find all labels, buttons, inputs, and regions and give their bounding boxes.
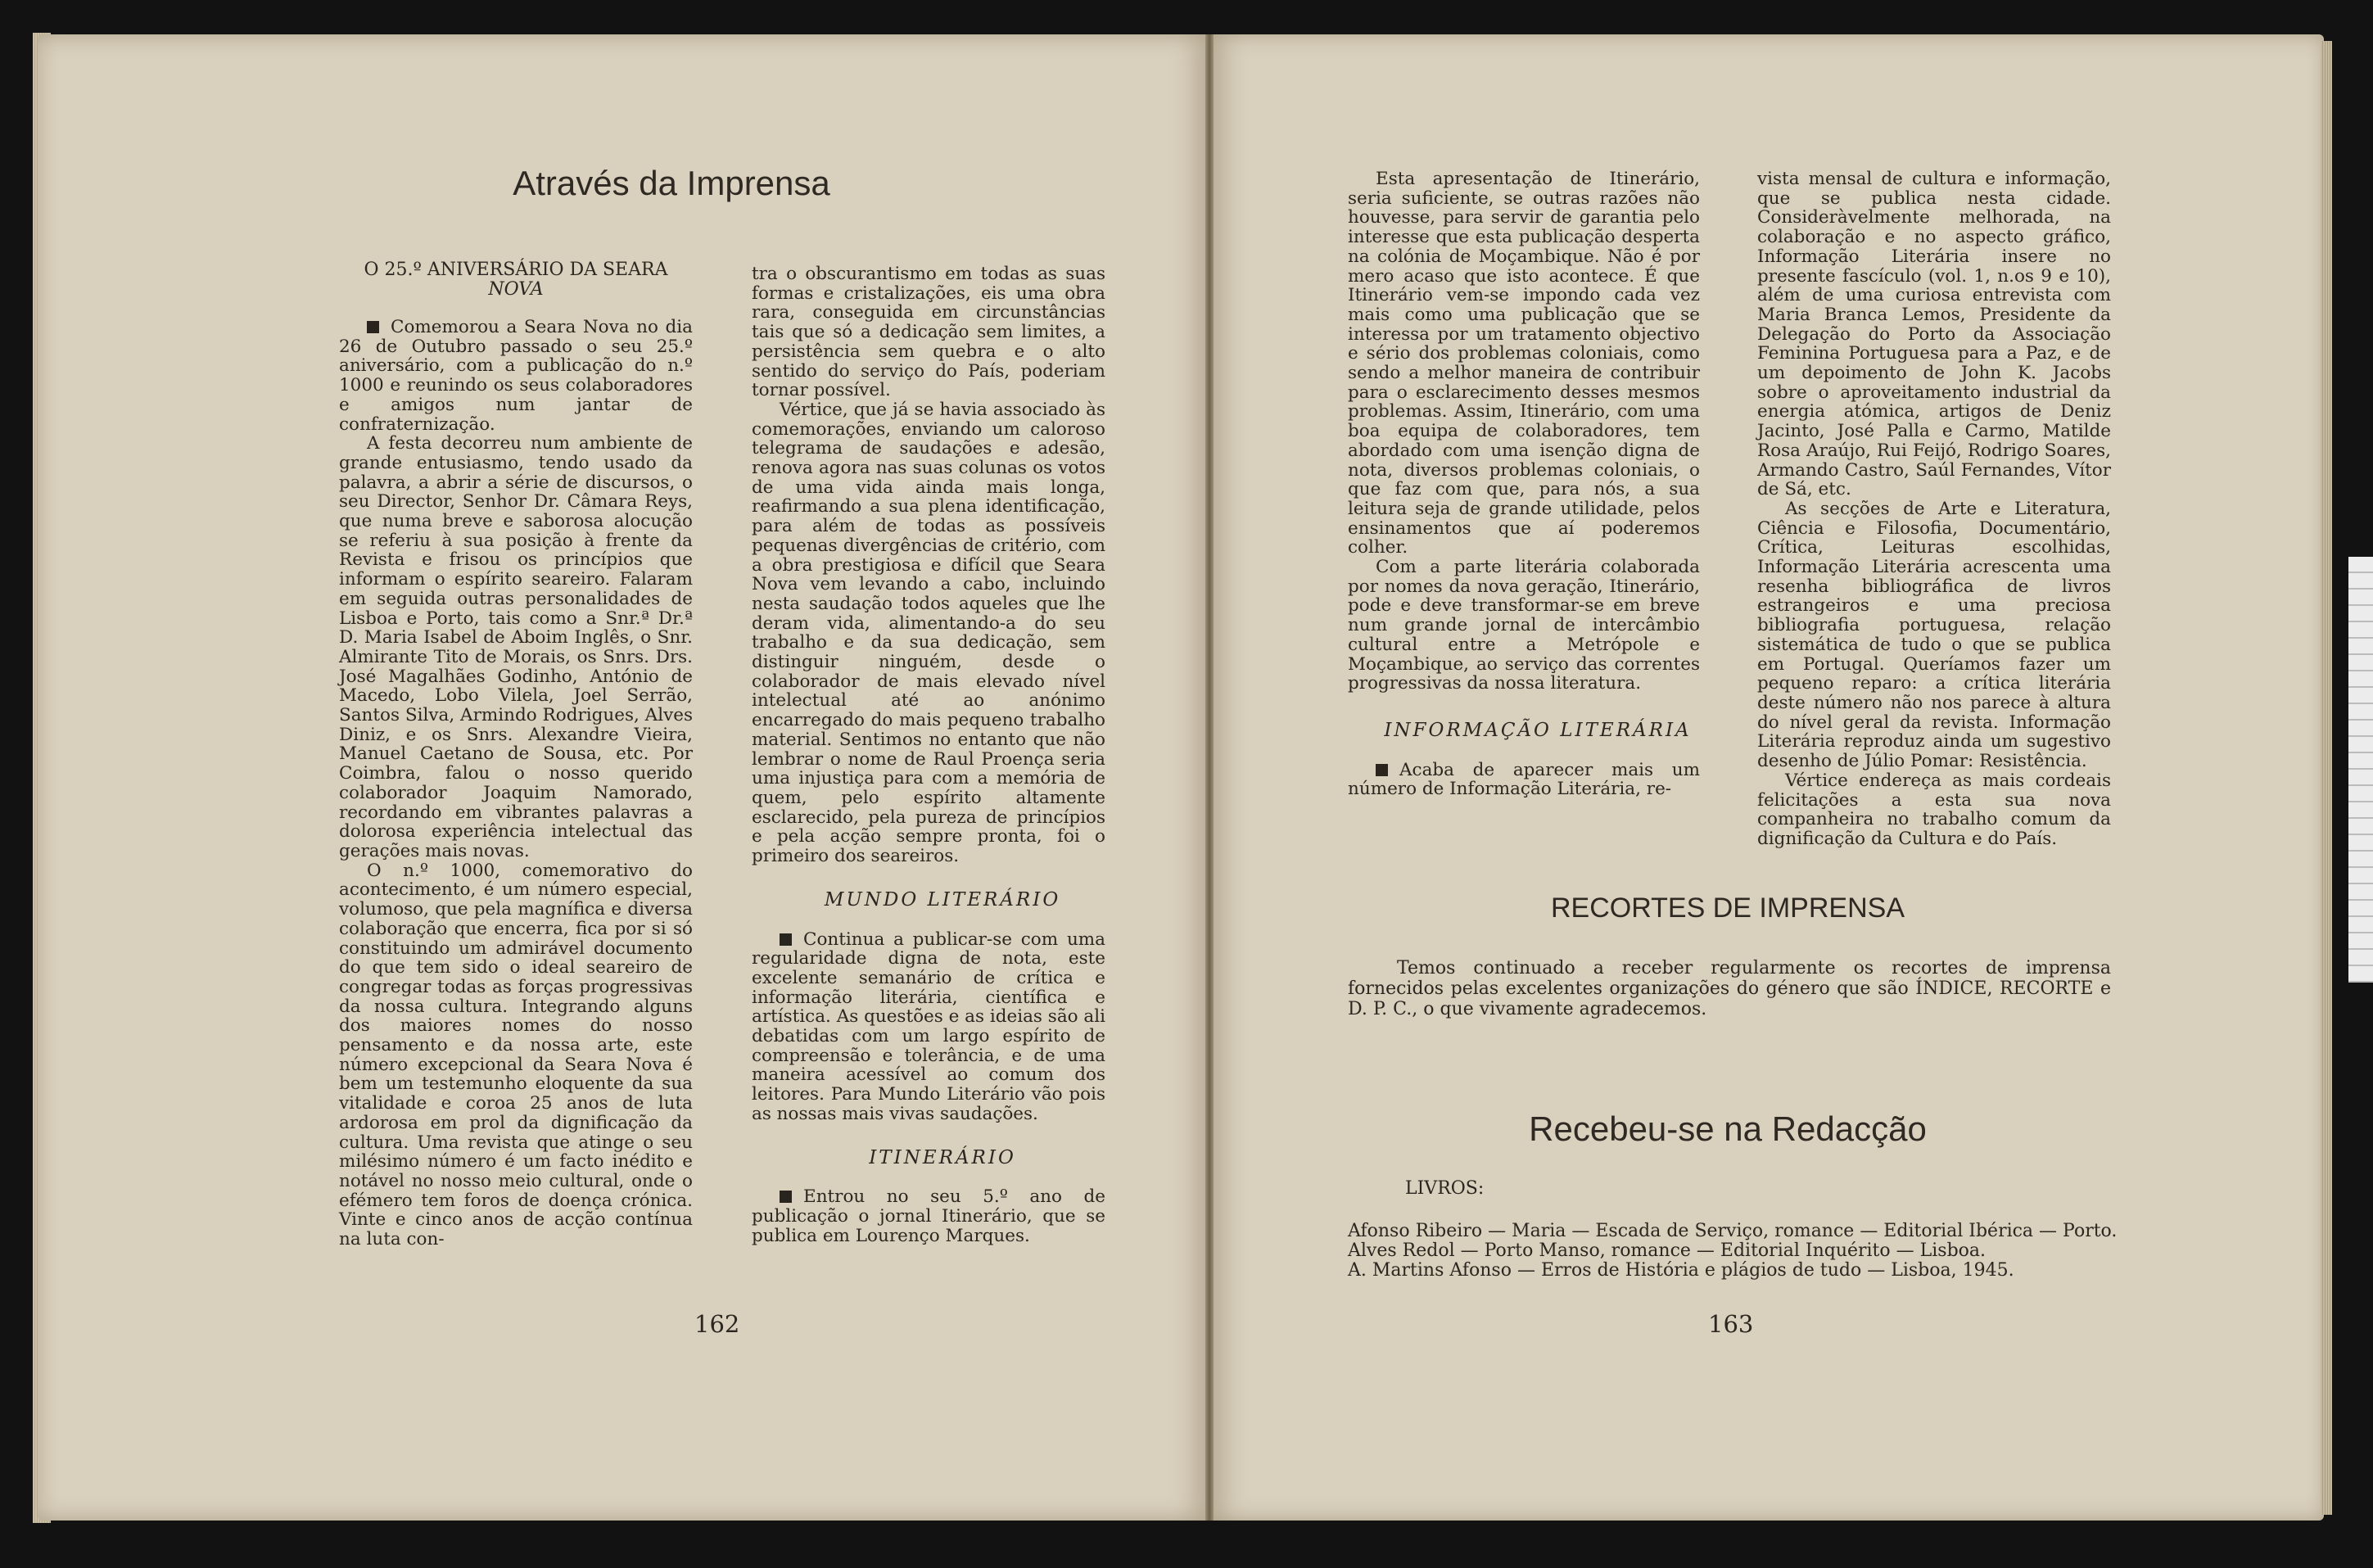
book-entry: A. Martins Afonso — Erros de História e plágios de tudo — Lisboa, 1945. [1348,1260,2014,1281]
book-gutter [1205,34,1214,1521]
right-column-1: Esta apresentação de Itinerário, seria suficiente, se outras razões não houvesse, para servir de garantia pelo interesse que esta publicação desperta na colónia de Moçambique. Não é por mero acaso que isto acontece. É que Itinerário vem-se impondo cada vez mais como uma publicação que se interessa por um tratamento objectivo e sério dos problemas coloniais, como sendo a melhor maneira de contribuir para o esclarecimento desses mesmos problemas. Assim, Itinerário, com uma boa equipa de colaboradores, tem abordado com uma isenção digna de nota, diversos problemas coloniais, o que faz com que, para nós, a sua leitura seja de grande utilidade, pelos ensinamentos que aí poderemos colher. Com a parte literária colaborada por nomes da nova geração, Itinerário, pode e deve transformar-se em breve num grande jornal de intercâmbio cultural entre a Metrópole e Moçambique, ao serviço das correntes progressivas da nossa literatura. INFORMAÇÃO LITERÁRIA Acaba de aparecer mais um número de Informação Literária, re- [1348,169,1700,800]
itinerario-heading: ITINERÁRIO [869,1146,1016,1168]
right-page-edges [2321,41,2332,1515]
right-column-2: vista mensal de cultura e informação, que se publica nesta cidade. Consideràvelmente melhorada, na colaboração e no aspecto gráfico, Informação Literária insere no presente fascículo (vol. 1, n.os 9 e 10), além de uma curiosa entrevista com Maria Branca Lemos, Presidente da Delegação do Porto da Associação Feminina Portuguesa para a Paz, e de um depoimento de John K. Jacobs sobre o aproveitamento industrial da energia atómica, artigos de Deniz Jacinto, José Palla e Carmo, Matilde Rosa Araújo, Rui Feijó, Rodrigo Soares, Armando Castro, Saúl Fernandes, Vítor de Sá, etc. As secções de Arte e Literatura, Ciência e Filosofia, Documentário, Crítica, Leituras escolhidas, Informação Literária acrescenta uma resenha bibliográfica de livros estrangeiros e uma preciosa bibliografia portuguesa, relação sistemática de tudo o que se publica em Portugal. Queríamos fazer um pequeno reparo: a crítica literária deste número não nos parece à altura do nível geral da revista. Informação Literária reproduz ainda um sugestivo desenho de Júlio Pomar: Resistência. Vértice endereça as mais cordeais felicitações a esta sua nova companheira no trabalho comum da dignificação da Cultura e do País. [1757,169,2111,849]
page-number-left: 162 [694,1310,740,1338]
square-bullet-icon [780,933,792,946]
left-column-2: tra o obscurantismo em todas as suas formas e cristalizações, eis uma obra rara, conseguida em circunstâncias tais que só a dedicação sem limites, a persistência sem quebra e o alto sentido do serviço do País, poderiam tornar possível. Vértice, que já se havia associado às comemorações, enviando um caloroso telegrama de saudações e adesão, renova agora nas suas colunas os votos de uma vida ainda mais longa, reafirmando a sua plena identificação, para além de todas as possíveis pequenas divergências de critério, com a obra prestigiosa e difícil que Seara Nova vem levando a cabo, incluindo nesta saudação todos aqueles que lhe deram vida, alimentando-a do seu trabalho e da sua dedicação, sem distinguir ninguém, desde o colaborador de mais elevado nível intelectual até ao anónimo encarregado do mais pequeno trabalho material. Sentimos no entanto que não lembrar o nome de Raul Proença seria uma injustiça para com a memória de quem, pelo espírito altamente esclarecido, pela pureza de princípios e pela acção sempre pronta, foi o primeiro dos seareiros. MUNDO LITERÁRIO Continua a publicar-se com uma regularidade digna de nota, este excelente semanário de crítica e informação literária, científica e artística. As questões e as ideias são ali debatidas com um largo espírito de compreensão e tolerância, e de uma maneira acessível ao comum dos leitores. Para Mundo Literário vão pois as nossas mais vivas saudações. ITINERÁRIO Entrou no seu 5.º ano de publicação o jornal Itinerário, que se publica em Lourenço Marques. [752,264,1105,1246]
page-number-right: 163 [1708,1310,1754,1338]
livros-label: LIVROS: [1405,1178,1485,1199]
left-column-1: O 25.º ANIVERSÁRIO DA SEARA NOVA Comemorou a Seara Nova no dia 26 de Outubro passado o seu 25.º aniversário, com a publicação do n.º 1000 e reunindo os seus colaboradores e amigos num jantar de confraternização. A festa decorreu num ambiente de grande entusiasmo, tendo usado da palavra, a abrir a série de discursos, o seu Director, Senhor Dr. Câmara Reys, que numa breve e saborosa alocução se referiu à sua posição à frente da Revista e frisou os princípios que informam o espírito seareiro. Falaram em seguida outras personalidades de Lisboa e Porto, tais como a Snr.ª Dr.ª D. Maria Isabel de Aboim Inglês, o Snr. Almirante Tito de Morais, os Snrs. Drs. José Magalhães Godinho, António de Macedo, Lobo Vilela, Joel Serrão, Santos Silva, Armindo Rodrigues, Alves Diniz, e os Snrs. Alexandre Vieira, Manuel Caetano de Sousa, etc. Por Coimbra, falou o nosso querido colaborador Joaquim Namorado, recordando em vibrantes palavras a dolorosa experiência intelectual das gerações mais novas. O n.º 1000, comemorativo do acontecimento, é um número especial, volumoso, que pela magnífica e diversa colaboração que encerra, fica por si só constituindo um admirável documento do que tem sido o ideal seareiro de congregar todas as forças progressivas da nossa cultura. Integrando alguns dos maiores nomes do nosso pensamento e da nossa arte, este número excepcional da Seara Nova é bem um testemunho eloquente da sua vitalidade e coroa 25 anos de luta ardorosa em prol da dignificação da cultura. Uma revista que atinge o seu milésimo número é um facto inédito e notável no nosso meio cultural, onde o efémero tem foros de doença crónica. Vinte e cinco anos de acção contínua na luta con- [339,260,693,1250]
square-bullet-icon [1376,764,1388,776]
seara-heading: O 25.º ANIVERSÁRIO DA SEARA NOVA [364,260,668,300]
book-entry: Afonso Ribeiro — Maria — Escada de Serviço, romance — Editorial Ibérica — Porto. [1348,1221,2118,1241]
scale-ruler [2348,557,2373,983]
square-bullet-icon [367,321,379,333]
recortes-text: Temos continuado a receber regularmente os recortes de imprensa fornecidos pelas excelentes organizações do género que são ÍNDICE, RECORTE e D. P. C., o que vivamente agradecemos. [1348,958,2111,1019]
recebeu-title: Recebeu-se na Redacção [1529,1109,1927,1148]
recortes-title: RECORTES DE IMPRENSA [1550,892,1905,924]
books-list [1348,1222,2118,1281]
book-entry: Alves Redol — Porto Manso, romance — Editorial Inquérito — Lisboa. [1348,1240,1987,1261]
square-bullet-icon [780,1191,792,1203]
mundo-literario-heading: MUNDO LITERÁRIO [824,888,1061,911]
page-title: Através da Imprensa [513,164,830,202]
informacao-literaria-heading: INFORMAÇÃO LITERÁRIA [1384,719,1692,741]
